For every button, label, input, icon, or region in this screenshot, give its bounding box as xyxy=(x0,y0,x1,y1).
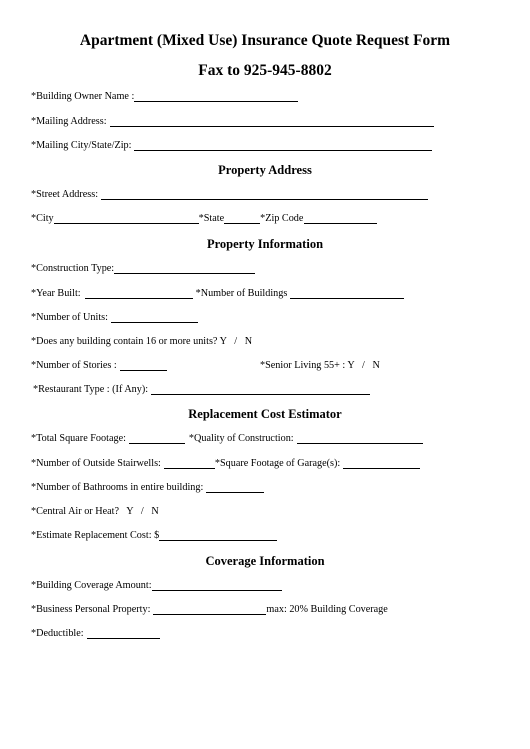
number-of-buildings-label: *Number of Buildings xyxy=(195,288,288,299)
city-state-zip-row xyxy=(31,211,377,225)
number-of-units-field[interactable] xyxy=(111,311,198,323)
square-footage-quality-row xyxy=(31,431,423,445)
mailing-address-label: *Mailing Address: xyxy=(31,116,107,127)
bathrooms-field[interactable] xyxy=(206,481,264,493)
mailing-address-field[interactable] xyxy=(110,115,434,127)
business-personal-property-row xyxy=(31,602,388,616)
quality-of-construction-field[interactable] xyxy=(297,432,423,444)
construction-type-row xyxy=(31,261,255,275)
total-square-footage-field[interactable] xyxy=(129,432,185,444)
building-coverage-field[interactable] xyxy=(152,579,282,591)
garage-square-footage-label: *Square Footage of Garage(s): xyxy=(214,458,341,469)
construction-type-field[interactable] xyxy=(114,262,255,274)
estimate-replacement-cost-row xyxy=(31,528,277,542)
zip-code-field[interactable] xyxy=(304,212,377,224)
coverage-information-heading: Coverage Information xyxy=(205,554,325,568)
deductible-label: *Deductible: xyxy=(31,628,84,639)
year-built-field[interactable] xyxy=(85,287,193,299)
number-of-buildings-field[interactable] xyxy=(290,287,404,299)
city-label: *City xyxy=(31,213,54,224)
restaurant-type-label: *Restaurant Type : (If Any): xyxy=(33,384,149,395)
estimate-replacement-cost-field[interactable] xyxy=(159,529,277,541)
business-personal-property-field[interactable] xyxy=(153,603,266,615)
building-owner-name-label: *Building Owner Name : xyxy=(31,91,135,102)
number-of-stories-label: *Number of Stories : xyxy=(31,360,117,371)
city-field[interactable] xyxy=(54,212,199,224)
sixteen-units-question[interactable]: *Does any building contain 16 or more units? Y / N xyxy=(31,336,253,347)
construction-type-label: *Construction Type: xyxy=(31,263,115,274)
number-of-units-label: *Number of Units: xyxy=(31,312,108,323)
outside-stairwells-label: *Number of Outside Stairwells: xyxy=(31,458,161,469)
bpp-max-note: max: 20% Building Coverage xyxy=(266,604,388,615)
state-label: *State xyxy=(198,213,225,224)
bathrooms-label: *Number of Bathrooms in entire building: xyxy=(31,482,204,493)
state-field[interactable] xyxy=(224,212,260,224)
stairwells-garage-row xyxy=(31,456,420,470)
form-title: Apartment (Mixed Use) Insurance Quote Request Form xyxy=(79,32,451,49)
deductible-row xyxy=(31,626,160,640)
business-personal-property-label: *Business Personal Property: xyxy=(31,604,151,615)
building-coverage-row xyxy=(31,578,282,592)
restaurant-type-row xyxy=(33,382,370,396)
year-built-row xyxy=(31,286,404,300)
restaurant-type-field[interactable] xyxy=(151,383,370,395)
mailing-city-state-zip-label: *Mailing City/State/Zip: xyxy=(31,140,132,151)
fax-number: Fax to 925-945-8802 xyxy=(198,62,332,79)
central-air-row[interactable] xyxy=(31,504,159,518)
building-owner-name-field[interactable] xyxy=(134,90,298,102)
quality-of-construction-label: *Quality of Construction: xyxy=(188,433,294,444)
mailing-city-state-zip-field[interactable] xyxy=(134,139,432,151)
total-square-footage-label: *Total Square Footage: xyxy=(31,433,126,444)
outside-stairwells-field[interactable] xyxy=(164,457,215,469)
street-address-field[interactable] xyxy=(101,188,428,200)
property-address-heading: Property Address xyxy=(218,163,312,177)
street-address-label: *Street Address: xyxy=(31,189,99,200)
senior-living-row[interactable] xyxy=(260,358,380,372)
number-of-units-row xyxy=(31,310,198,324)
mailing-city-state-zip-row xyxy=(31,138,432,152)
zip-code-label: *Zip Code xyxy=(260,213,304,224)
estimate-replacement-cost-label: *Estimate Replacement Cost: $ xyxy=(31,530,160,541)
mailing-address-row xyxy=(31,114,434,128)
property-information-heading: Property Information xyxy=(206,237,324,251)
garage-square-footage-field[interactable] xyxy=(343,457,420,469)
number-of-stories-field[interactable] xyxy=(120,359,167,371)
year-built-label: *Year Built: xyxy=(31,288,81,299)
sixteen-units-row[interactable] xyxy=(31,334,252,348)
central-air-question[interactable]: *Central Air or Heat? Y / N xyxy=(31,506,159,517)
building-coverage-label: *Building Coverage Amount: xyxy=(31,580,152,591)
bathrooms-row xyxy=(31,480,264,494)
street-address-row xyxy=(31,187,428,201)
building-owner-name-row xyxy=(31,89,298,103)
deductible-field[interactable] xyxy=(87,627,160,639)
senior-living-question[interactable]: *Senior Living 55+ : Y / N xyxy=(260,360,380,371)
number-of-stories-row xyxy=(31,358,167,372)
replacement-cost-heading: Replacement Cost Estimator xyxy=(188,407,342,421)
